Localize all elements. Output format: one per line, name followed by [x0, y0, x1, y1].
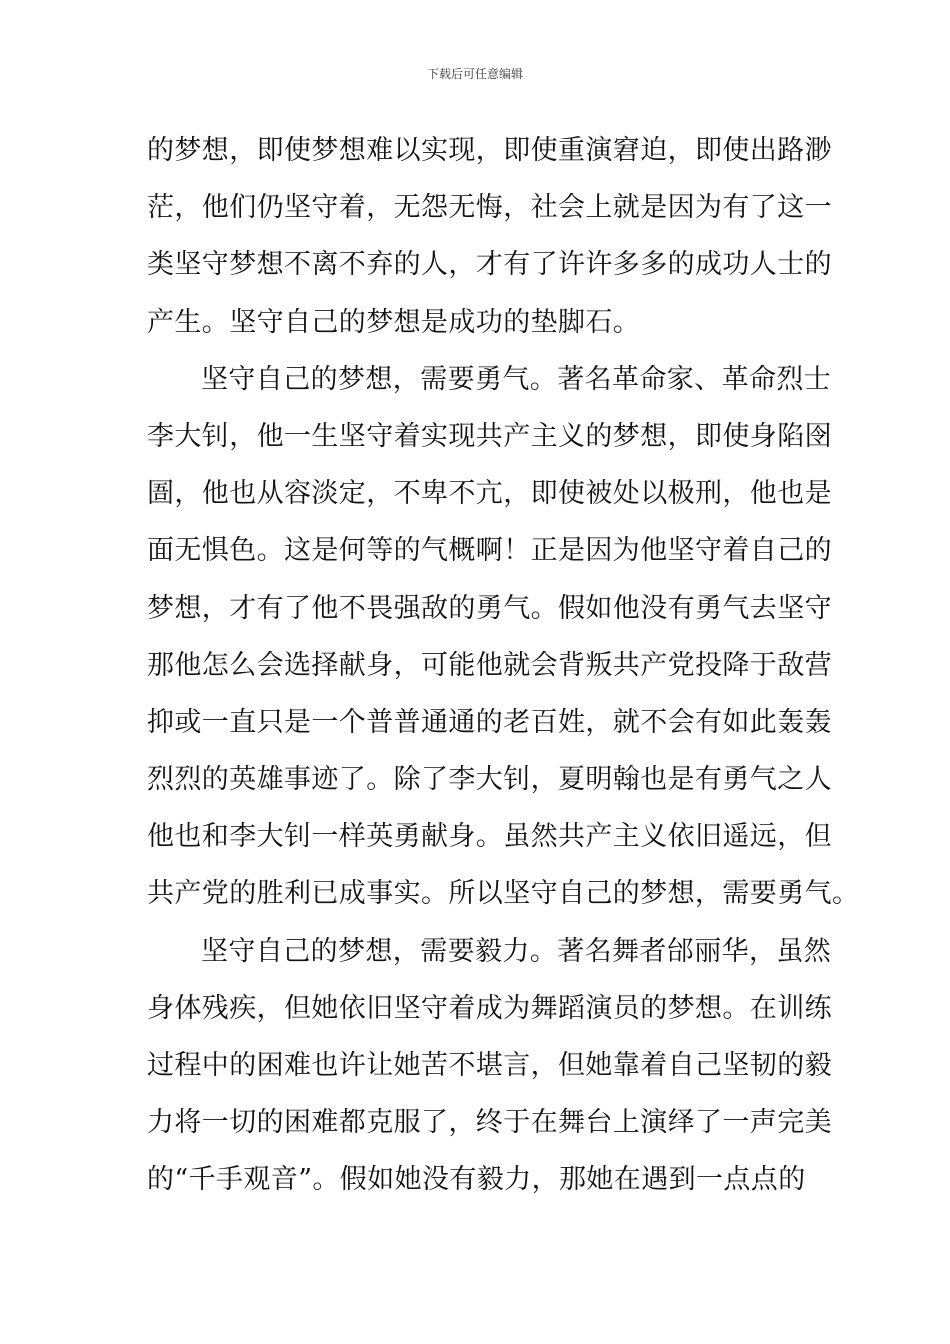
text-line: 产生。坚守自己的梦想是成功的垫脚石。 [147, 306, 641, 338]
text-line: 面无惧色。这是何等的气概啊！正是因为他坚守着自己的 [147, 535, 832, 567]
text-line: 那他怎么会选择献身，可能他就会背叛共产党投降于敌营 [147, 649, 832, 681]
page-header: 下载后可任意编辑 [426, 67, 523, 81]
text-line: 过程中的困难也许让她苦不堪言，但她靠着自己坚韧的毅 [147, 1050, 832, 1081]
text-line: 圄，他也从容淡定，不卑不亢，即使被处以极刑，他也是 [147, 478, 832, 510]
text-line: 的“千手观音”。假如她没有毅力，那她在遇到一点点的 [147, 1164, 806, 1196]
text-line: 茫，他们仍坚守着，无怨无悔，社会上就是因为有了这一 [147, 192, 832, 224]
text-line: 的梦想，即使梦想难以实现，即使重演窘迫，即使出路渺 [147, 135, 832, 166]
text-line: 坚守自己的梦想，需要毅力。著名舞者邰丽华，虽然 [201, 935, 832, 967]
text-line: 李大钊，他一生坚守着实现共产主义的梦想，即使身陷囹 [147, 420, 832, 452]
text-line: 梦想，才有了他不畏强敌的勇气。假如他没有勇气去坚守 [147, 592, 832, 624]
body-text [147, 122, 860, 1209]
text-line: 他也和李大钊一样英勇献身。虽然共产主义依旧遥远，但 [147, 821, 832, 853]
text-line: 共产党的胜利已成事实。所以坚守自己的梦想，需要勇气。 [147, 878, 860, 910]
text-line: 身体残疾，但她依旧坚守着成为舞蹈演员的梦想。在训练 [147, 992, 832, 1024]
text-line: 坚守自己的梦想，需要勇气。著名革命家、革命烈士 [201, 363, 832, 395]
text-line: 类坚守梦想不离不弃的人，才有了许许多多的成功人士的 [147, 249, 832, 281]
text-line: 抑或一直只是一个普普通通的老百姓，就不会有如此轰轰 [147, 706, 832, 738]
text-line: 烈烈的英雄事迹了。除了李大钊，夏明翰也是有勇气之人 [147, 764, 832, 796]
text-line: 力将一切的困难都克服了，终于在舞台上演绎了一声完美 [147, 1107, 832, 1139]
